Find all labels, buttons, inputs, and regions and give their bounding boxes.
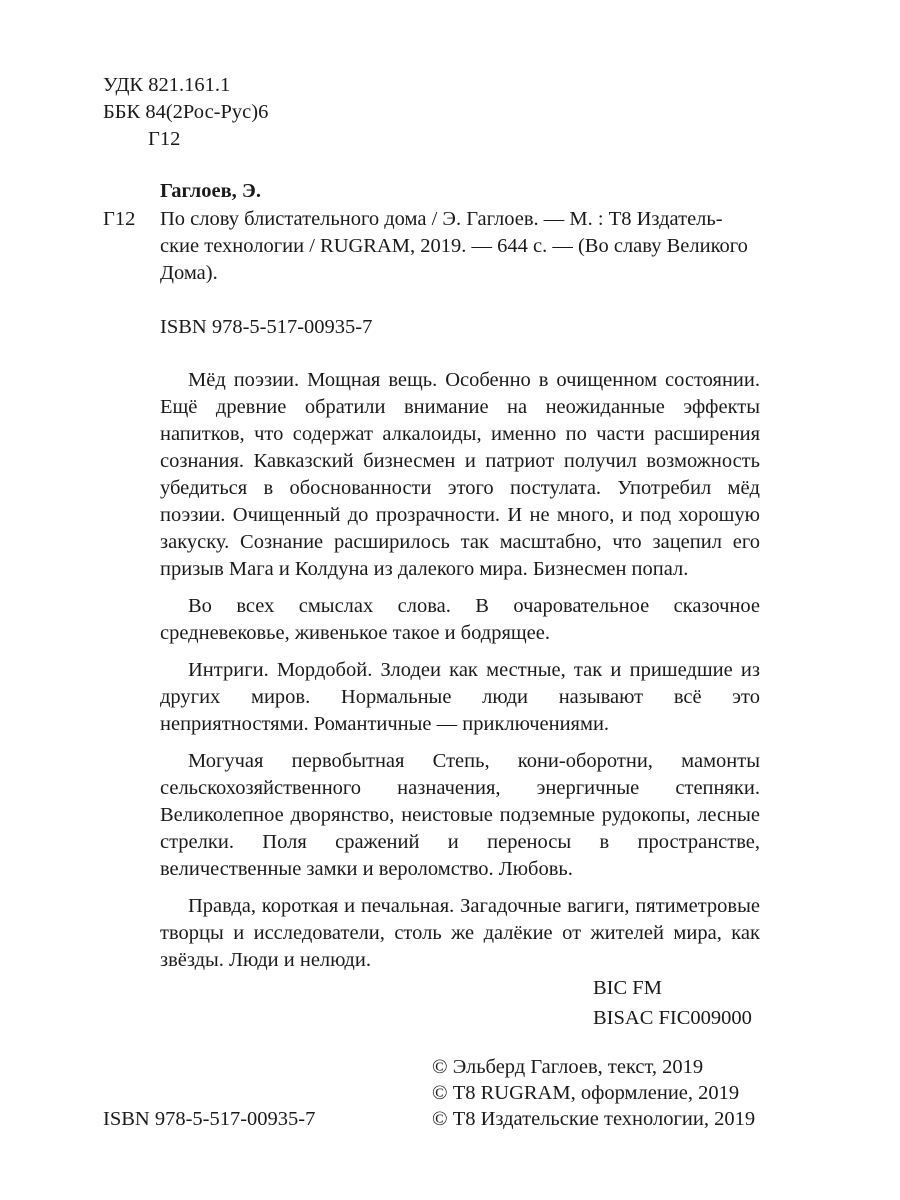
udc-code: УДК 821.161.1 <box>103 74 231 96</box>
copyright-block <box>432 1054 755 1132</box>
subject-codes <box>593 975 752 1035</box>
copyright-line: © Т8 Издательские технологии, 2019 <box>432 1108 756 1130</box>
bibliographic-description <box>160 206 760 287</box>
biblio-line: По слову блистательного дома / Э. Гаглоев. — М. : Т8 Издатель- <box>160 208 723 230</box>
copyright-line: © Т8 RUGRAM, оформление, 2019 <box>432 1082 740 1104</box>
annotation-paragraph: Правда, короткая и печальная. Загадочные вагиги, пятиметровые творцы и исследователи, столь же далёкие от жителей мира, как звёзды. Люди и нелюди. <box>160 895 760 971</box>
annotation-paragraph: Мёд поэзии. Мощная вещь. Особенно в очищенном состоянии. Ещё древние обратили внимание на неожиданные эффекты напитков, что содержат алкалоиды, именно по части расширения сознания. Кавказский бизнесмен и патриот получил возможность убедиться в обоснованности этого постулата. Употребил мёд поэзии. Очищенный до прозрачности. И не много, и под хорошую закуску. Сознание расширилось так масштабно, что зацепил его призыв Мага и Колдуна из далекого мира. Бизнесмен попал. <box>160 369 760 580</box>
bbk-code: ББК 84(2Рос-Рус)6 <box>103 101 269 123</box>
author-sign: Г12 <box>148 128 181 150</box>
annotation <box>160 367 760 984</box>
bisac-code: BISAC FIC009000 <box>593 1007 752 1029</box>
classification-block <box>103 72 268 153</box>
bic-code: BIC FM <box>593 977 662 999</box>
annotation-paragraph: Во всех смыслах слова. В очаровательное сказочное средневековье, живенькое такое и бодрящее. <box>160 595 760 644</box>
annotation-paragraph: Интриги. Мордобой. Злодеи как местные, так и пришедшие из других миров. Нормальные люди называют всё это неприятностями. Романтичные — приключениями. <box>160 659 760 735</box>
biblio-line: ские технологии / RUGRAM, 2019. — 644 с. — (Во славу Великого <box>160 235 748 257</box>
author-name: Гаглоев, Э. <box>160 180 261 202</box>
author-sign-mark: Г12 <box>103 208 136 230</box>
copyright-line: © Эльберд Гаглоев, текст, 2019 <box>432 1056 704 1078</box>
footer-isbn: ISBN 978-5-517-00935-7 <box>103 1108 316 1130</box>
annotation-paragraph: Могучая первобытная Степь, кони-оборотни, мамонты сельскохозяйственного назначения, энергичные степняки. Великолепное дворянство, неистовые подземные рудокопы, лесные стрелки. Поля сражений и переносы в пространстве, величественные замки и вероломство. Любовь. <box>160 750 760 880</box>
isbn: ISBN 978-5-517-00935-7 <box>160 316 373 338</box>
biblio-line: Дома). <box>160 262 218 284</box>
